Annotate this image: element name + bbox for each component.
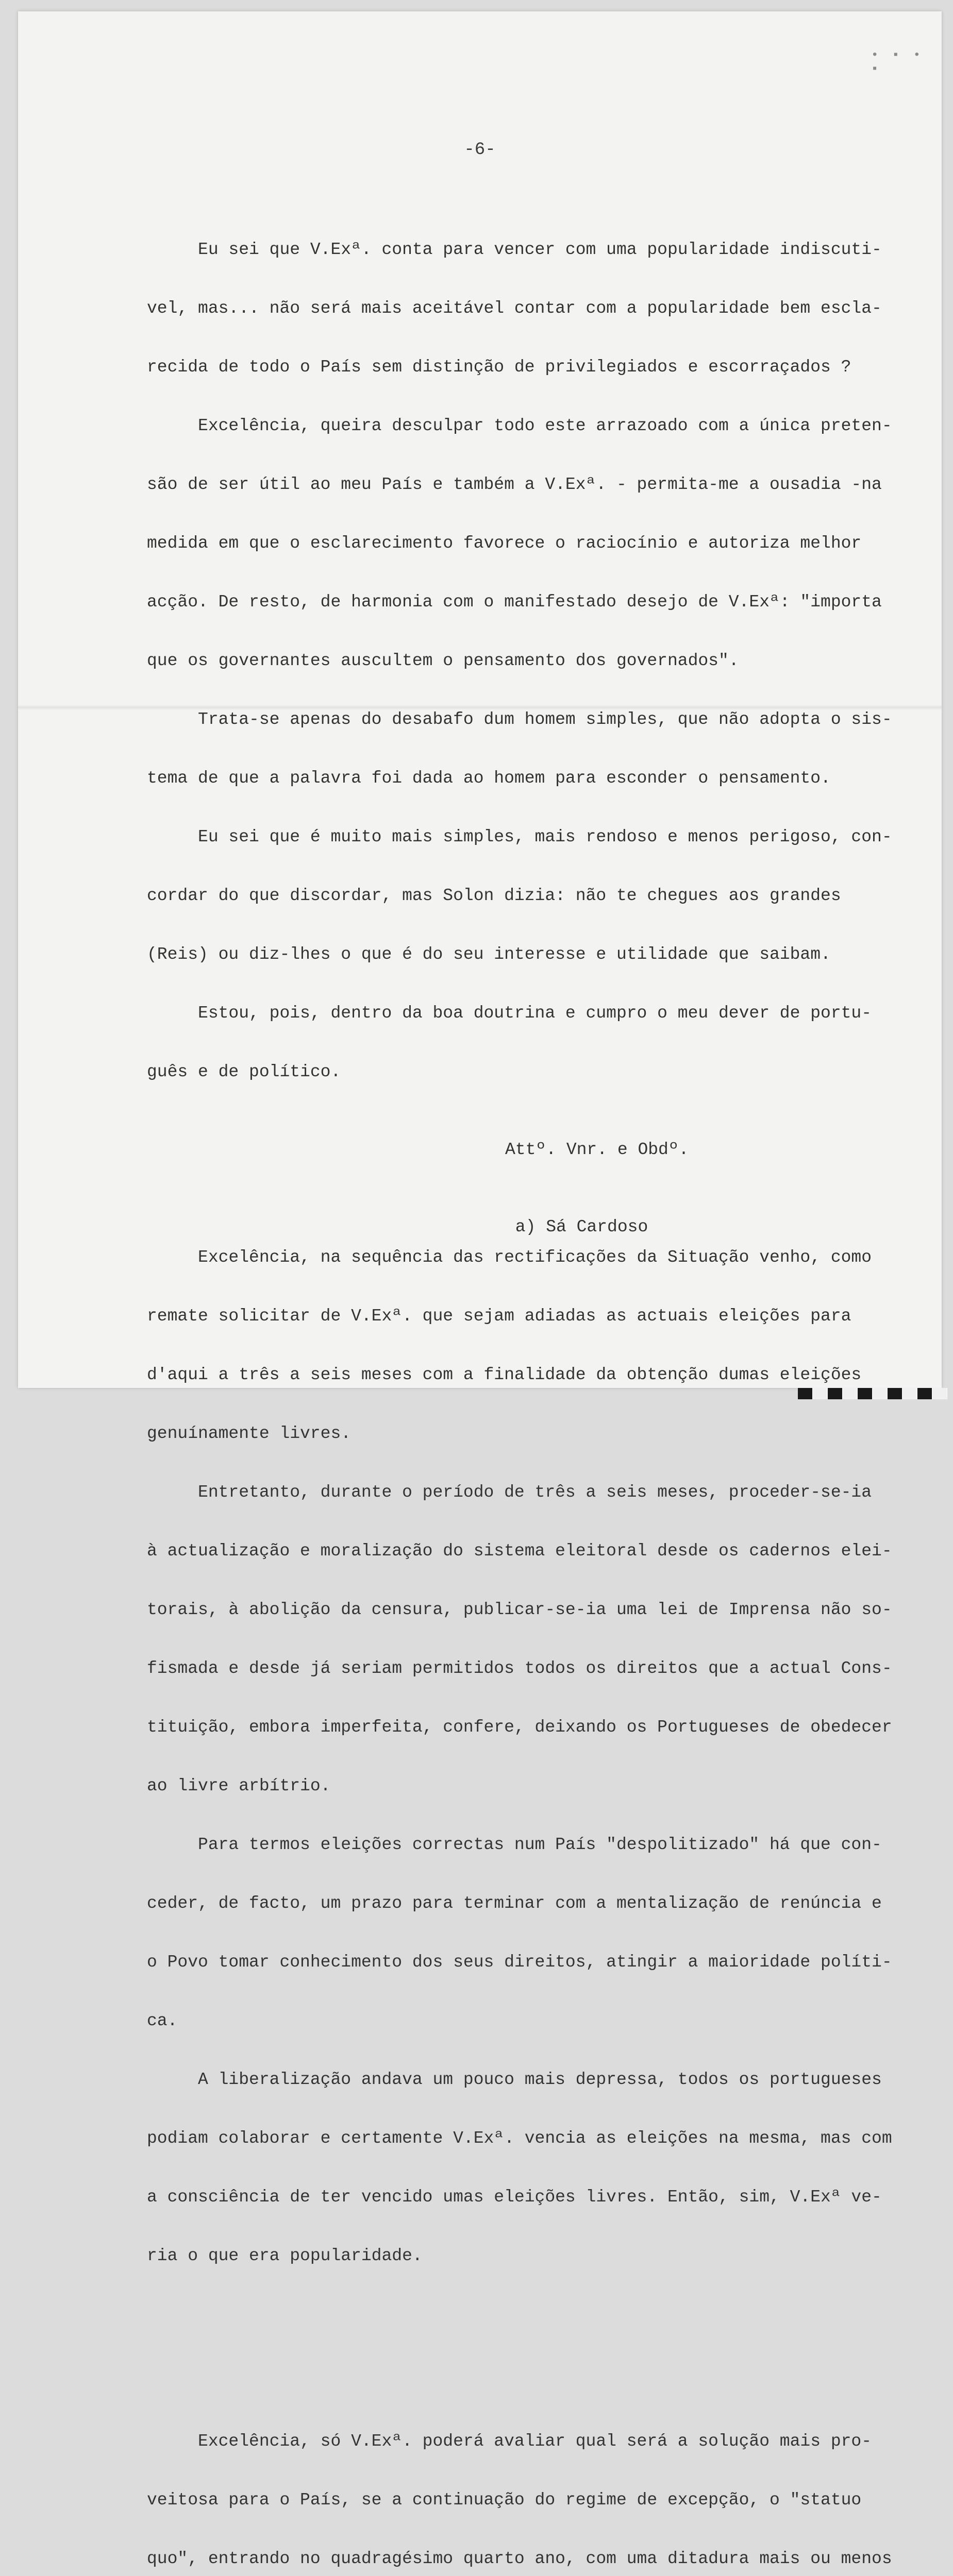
text-line: podiam colaborar e certamente V.Exª. vencia as eleições na mesma, mas com [147, 2129, 892, 2148]
scale-segment [813, 1388, 828, 1399]
scale-segment [932, 1388, 947, 1399]
text-line: Excelência, queira desculpar todo este arrazoado com a única preten- [147, 416, 892, 435]
signoff-salutation: Attº. Vnr. e Obdº. [505, 1140, 689, 1159]
text-line: recida de todo o País sem distinção de privilegiados e escorraçados ? [147, 358, 851, 377]
text-line: torais, à abolição da censura, publicar-se-ia uma lei de Imprensa não so- [147, 1600, 892, 1619]
paragraph-block-2 [147, 1209, 905, 2305]
text-line: são de ser útil ao meu País e também a V.Exª. - permita-me a ousadia -na [147, 475, 882, 494]
scale-segment [798, 1388, 813, 1399]
scale-segment [828, 1388, 843, 1399]
text-line: Estou, pois, dentro da boa doutrina e cumpro o meu dever de portu- [147, 1004, 872, 1023]
text-line: a consciência de ter vencido umas eleições livres. Então, sim, V.Exª ve- [147, 2188, 882, 2207]
text-line: que os governantes auscultem o pensamento dos governados". [147, 651, 739, 670]
text-line: guês e de político. [147, 1062, 341, 1081]
measurement-scale [798, 1388, 947, 1399]
text-line: (Reis) ou diz-lhes o que é do seu interesse e utilidade que saibam. [147, 945, 831, 964]
scale-segment [902, 1388, 917, 1399]
scale-segment [873, 1388, 888, 1399]
text-line: Entretanto, durante o período de três a seis meses, proceder-se-ia [147, 1483, 872, 1502]
text-line: ria o que era popularidade. [147, 2246, 423, 2265]
text-line: acção. De resto, de harmonia com o manifestado desejo de V.Exª: "importa [147, 592, 882, 612]
paragraph-gap [147, 2344, 905, 2353]
scale-segment [917, 1388, 932, 1399]
text-line: quo", entrando no quadragésimo quarto ano, com uma ditadura mais ou menos [147, 2549, 892, 2568]
signoff-name: a) Sá Cardoso [505, 1217, 648, 1236]
corner-marks: • ▪ • ▪ [871, 48, 924, 76]
paragraph-block-3 [147, 2393, 905, 2576]
letter-body [147, 162, 905, 2576]
page-number: -6- [464, 140, 496, 160]
text-line: genuínamente livres. [147, 1424, 352, 1443]
text-line: remate solicitar de V.Exª. que sejam adiadas as actuais eleições para [147, 1307, 851, 1326]
text-line: Excelência, na sequência das rectificações da Situação venho, como [147, 1248, 872, 1267]
scale-segment [843, 1388, 858, 1399]
scale-segment [858, 1388, 873, 1399]
text-line: A liberalização andava um pouco mais depressa, todos os portugueses [147, 2070, 882, 2089]
text-line: vel, mas... não será mais aceitável contar com a popularidade bem escla- [147, 299, 882, 318]
text-line: ao livre arbítrio. [147, 1776, 331, 1795]
paragraph-block-1 [147, 201, 905, 1121]
text-line: veitosa para o País, se a continuação do regime de excepção, o "statuo [147, 2490, 862, 2510]
text-line: tema de que a palavra foi dada ao homem para esconder o pensamento. [147, 769, 831, 788]
text-line: Trata-se apenas do desabafo dum homem simples, que não adopta o sis- [147, 710, 892, 729]
text-line: ceder, de facto, um prazo para terminar com a mentalização de renúncia e [147, 1894, 882, 1913]
text-line: o Povo tomar conhecimento dos seus direitos, atingir a maioridade políti- [147, 1953, 892, 1972]
text-line: Eu sei que é muito mais simples, mais rendoso e menos perigoso, con- [147, 827, 892, 846]
text-line: Eu sei que V.Exª. conta para vencer com uma popularidade indiscuti- [147, 240, 882, 259]
letter-page [18, 11, 942, 2568]
text-line: medida em que o esclarecimento favorece o raciocínio e autoriza melhor [147, 534, 862, 553]
text-line: tituição, embora imperfeita, confere, deixando os Portugueses de obedecer [147, 1718, 892, 1737]
text-line: Para termos eleições correctas num País "despolitizado" há que con- [147, 1835, 882, 1854]
text-line: d'aqui a três a seis meses com a finalidade da obtenção dumas eleições [147, 1365, 862, 1384]
text-line: Excelência, só V.Exª. poderá avaliar qual será a solução mais pro- [147, 2432, 872, 2451]
text-line: cordar do que discordar, mas Solon dizia: não te chegues aos grandes [147, 886, 841, 905]
signature-block [505, 1086, 689, 1292]
scale-segment [888, 1388, 902, 1399]
text-line: à actualização e moralização do sistema eleitoral desde os cadernos elei- [147, 1541, 892, 1561]
text-line: ca. [147, 2011, 178, 2030]
text-line: fismada e desde já seriam permitidos todos os direitos que a actual Cons- [147, 1659, 892, 1678]
